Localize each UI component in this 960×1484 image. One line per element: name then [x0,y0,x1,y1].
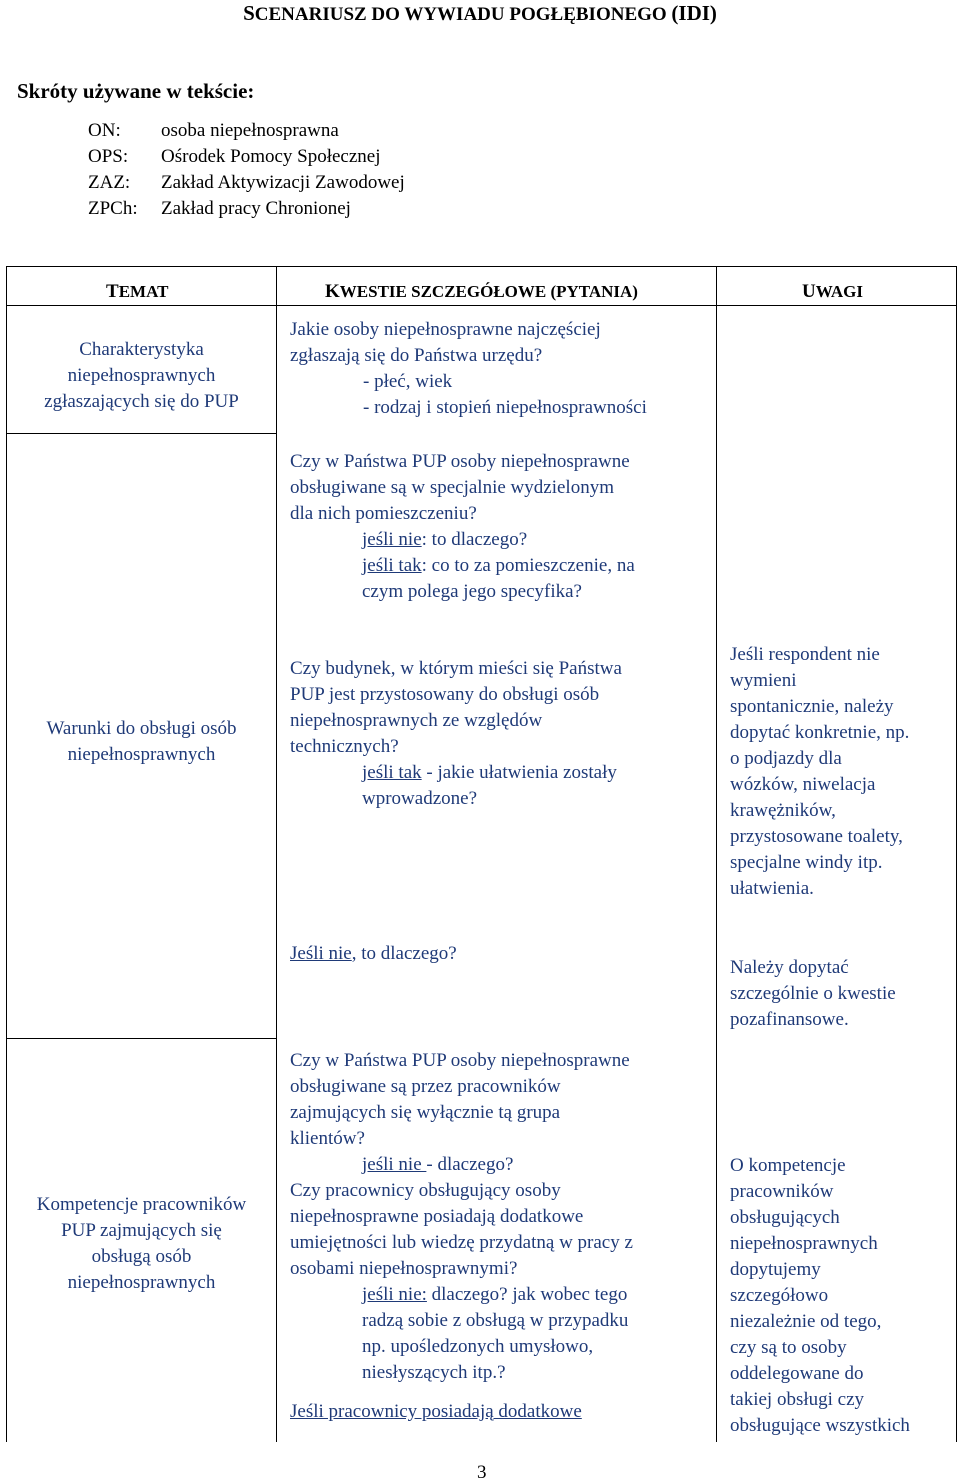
abbreviation-item: ON: osoba niepełnosprawna [88,120,339,141]
page-number: 3 [477,1462,487,1483]
table-border-right [956,266,957,1442]
abbreviation-item: OPS: Ośrodek Pomocy Społecznej [88,146,381,167]
note-accessibility: Jeśli respondent nie wymieni spontanicznie, należy dopytać konkretnie, np. o podjazdy dla wózków, niwelacja krawężników, przystosowane toalety, specjalne windy itp. ułatwienia. [730,644,910,899]
header-divider [6,305,957,306]
topic-competences: Kompetencje pracowników PUP zajmujących się obsługą osób niepełnosprawnych [36,1194,247,1293]
topic-characteristics: Charakterystyka niepełnosprawnych zgłaszających się do PUP [44,339,239,412]
question-who-applies: Jakie osoby niepełnosprawne najczęściej zgłaszają się do Państwa urzędu? - płeć, wiek - rodzaj i stopień niepełnosprawności [290,319,647,418]
header-kwestie: KWESTIE SZCZEGÓŁOWE (PYTANIA) [325,281,638,302]
abbreviation-item: ZPCh: Zakład pracy Chronionej [88,198,351,219]
column-divider [716,266,717,1442]
topic-conditions: Warunki do obsługi osób niepełnosprawnych [46,718,237,765]
header-uwagi: UWAGI [802,281,863,302]
document-title: SCENARIUSZ DO WYWIADU POGŁĘBIONEGO (IDI) [243,1,717,25]
table-border-top [6,266,957,267]
abbreviations-heading: Skróty używane w tekście: [17,79,255,103]
question-dedicated-staff: Czy w Państwa PUP osoby niepełnosprawne obsługiwane są przez pracowników zajmujących się wyłącznie tą grupa klientów? jeśli nie - dlaczego? Czy pracownicy obsługujący osoby niepełnosprawne posiadają dodatkowe umiejętności lub wiedzę przydatną w pracy z osobami niepełnosprawnymi? jeśli nie: dlaczego? jak wobec tego radzą sobie z obsługą w przypadku np. upośledzonych umysłowo, niesłyszących itp.? Jeśli pracownicy posiadają dodatkowe [290,1050,633,1422]
question-separate-room: Czy w Państwa PUP osoby niepełnosprawne obsługiwane są w specjalnie wydzielonym dla nich pomieszczeniu? jeśli nie: to dlaczego? jeśli tak: co to za pomieszczenie, na czym polega jego specyfika? [290,451,635,602]
row-divider [6,433,276,434]
abbreviation-item: ZAZ: Zakład Aktywizacji Zawodowej [88,172,405,193]
question-building: Czy budynek, w którym mieści się Państwa PUP jest przystosowany do obsługi osób niepełnosprawnych ze względów technicznych? jeśli tak - jakie ułatwienia zostały wprowadzone? [290,658,622,809]
question-if-not: Jeśli nie, to dlaczego? [290,943,457,964]
note-non-financial: Należy dopytać szczególnie o kwestie pozafinansowe. [730,957,896,1030]
column-divider [276,266,277,1442]
row-divider [6,1038,276,1039]
note-competences: O kompetencje pracowników obsługujących niepełnosprawnych dopytujemy szczegółowo niezależnie od tego, czy są to osoby oddelegowane do takiej obsługi czy obsługujące wszystkich [730,1155,910,1436]
header-temat: TEMAT [106,281,169,302]
